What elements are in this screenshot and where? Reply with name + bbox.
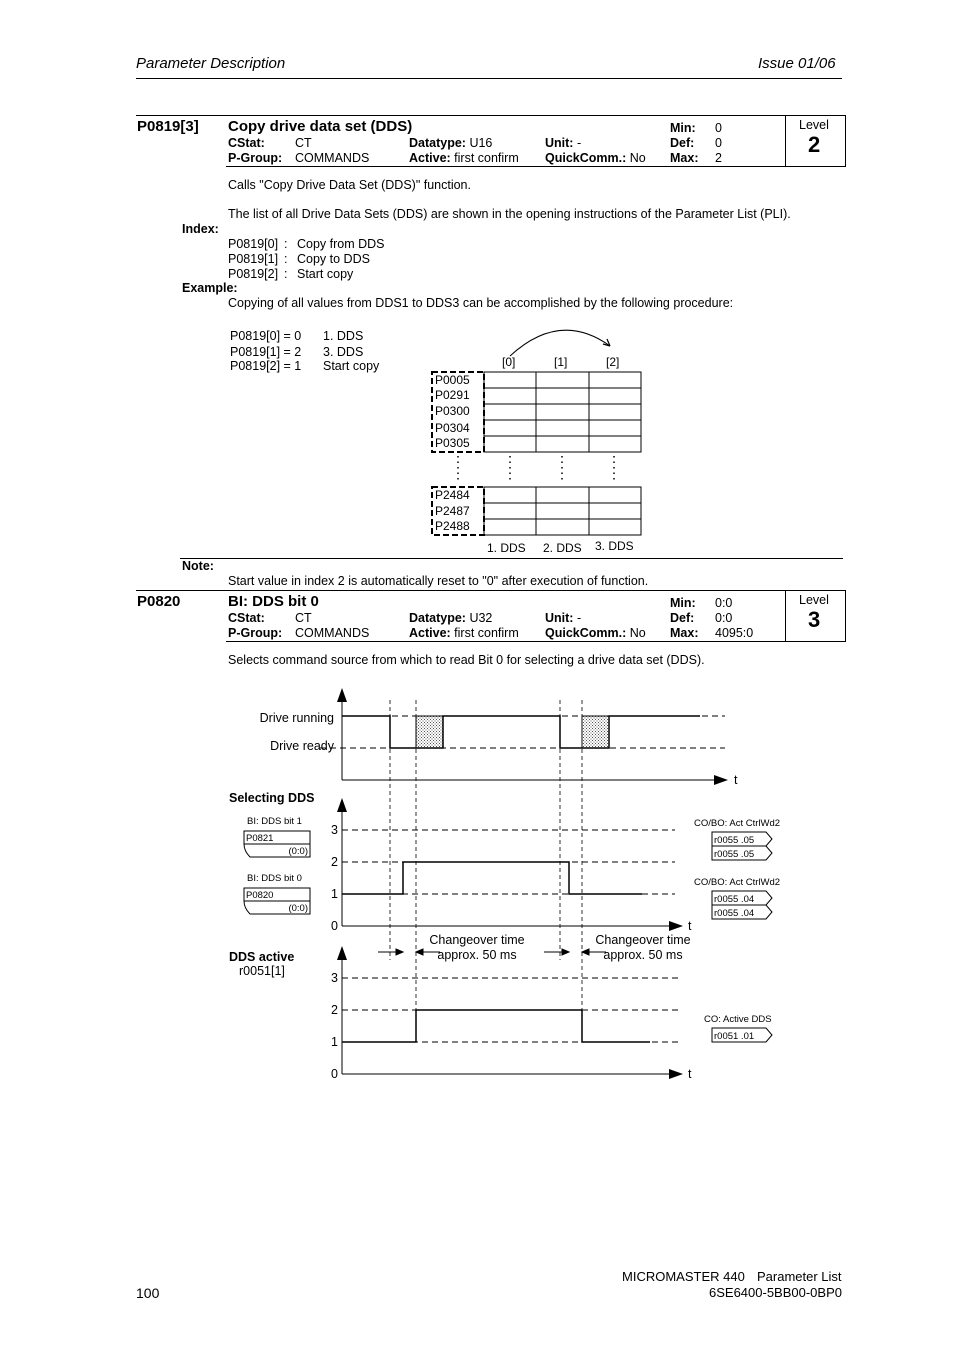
- example-param: P0819[2] = 1: [230, 359, 302, 373]
- dds-footer-label: 2. DDS: [543, 541, 582, 555]
- axis-arrow-heads: [337, 688, 728, 1079]
- drive-signal: [342, 716, 700, 748]
- r0051-label: r0051[1]: [239, 964, 285, 978]
- p0820-id: P0820: [137, 593, 181, 610]
- bottom-grid: [484, 487, 641, 535]
- dds-footer-label: 3. DDS: [595, 539, 634, 553]
- p0820-top-rule: [136, 590, 846, 591]
- hatch-1: [416, 716, 443, 748]
- p0820-level-label: Level: [799, 593, 829, 607]
- p0820-active-value: first confirm: [454, 626, 519, 640]
- index-text: Copy from DDS: [297, 237, 385, 251]
- p0819-quick-value: No: [629, 151, 646, 165]
- guide-lines: [390, 700, 582, 1042]
- drive-ready-label: Drive ready: [270, 739, 334, 753]
- hatch-2: [582, 716, 609, 748]
- param-label: P2484: [435, 488, 470, 502]
- index-sep: :: [284, 237, 288, 251]
- r0055-04a-label: r0055 .04: [714, 894, 755, 905]
- p0820-min: 0:0: [715, 596, 733, 610]
- p0820-label: P0820: [246, 890, 274, 901]
- p0819-pgroup-label: P-Group:: [228, 151, 283, 165]
- level-0-label-b: 0: [331, 1067, 338, 1081]
- header-left: Parameter Description: [136, 55, 286, 72]
- example-text: 3. DDS: [323, 345, 364, 359]
- example-param: P0819[0] = 0: [230, 329, 302, 343]
- changeover-label-2: Changeover time: [595, 933, 691, 947]
- param-label: P2487: [435, 504, 470, 518]
- p0819-datatype-label: Datatype:: [409, 136, 466, 150]
- bi-bit1-label: BI: DDS bit 1: [247, 816, 302, 827]
- index-sep: :: [284, 252, 288, 266]
- index-param: P0819[1]: [228, 252, 279, 266]
- p0819-id: P0819[3]: [137, 118, 199, 135]
- t-label-3: t: [688, 1067, 692, 1081]
- co-active-dds-label: CO: Active DDS: [704, 1014, 772, 1025]
- approx-label-1: approx. 50 ms: [437, 948, 517, 962]
- p0819-desc1: Calls "Copy Drive Data Set (DDS)" function.: [228, 178, 471, 192]
- param-label: P0005: [435, 373, 470, 387]
- p0819-top-rule: [136, 115, 846, 116]
- dds-active-signal: [342, 1010, 650, 1042]
- timing-diagram: [220, 680, 780, 1090]
- col-label-1: [1]: [554, 355, 568, 369]
- p0819-desc2: The list of all Drive Data Sets (DDS) are shown in the opening instructions of the Parameter List (PLI).: [228, 207, 791, 221]
- p0821-value: (0:0): [288, 846, 308, 857]
- ellipsis-dots: [458, 456, 614, 482]
- note-rule: [180, 558, 843, 559]
- co-bo-label-1: CO/BO: Act CtrlWd2: [694, 818, 780, 829]
- p0819-cstat: CT: [295, 136, 312, 150]
- param-label: P0305: [435, 436, 470, 450]
- param-label: P0291: [435, 388, 470, 402]
- p0820-unit-value: -: [576, 611, 582, 625]
- example-param: P0819[1] = 2: [230, 345, 302, 359]
- param-label: P0304: [435, 421, 470, 435]
- chart1-dashes: [320, 716, 725, 748]
- p0819-min: 0: [715, 121, 722, 135]
- p0820-level: 3: [808, 607, 821, 632]
- p0819-quickcomm: [545, 151, 646, 165]
- p0821-label: P0821: [246, 833, 274, 844]
- footer-product: MICROMASTER 440: [622, 1269, 745, 1284]
- p0820-value: (0:0): [288, 903, 308, 914]
- r0055-04b-label: r0055 .04: [714, 908, 755, 919]
- index-param: P0819[2]: [228, 267, 279, 281]
- p0820-min-label: Min:: [670, 596, 696, 610]
- r0051-01-label: r0051 .01: [714, 1031, 755, 1042]
- p0819-max-label: Max:: [670, 151, 699, 165]
- p0820-quickcomm: [545, 626, 646, 640]
- p0819-max: 2: [715, 151, 722, 165]
- p0820-datatype-label: Datatype:: [409, 611, 466, 625]
- p0819-active: [409, 151, 519, 165]
- copy-arc: [510, 330, 610, 356]
- p0820-unit-label: Unit:: [545, 611, 574, 625]
- p0819-active-value: first confirm: [454, 151, 519, 165]
- header-rule: [136, 78, 842, 79]
- p0819-level: 2: [808, 132, 821, 157]
- p0820-cstat: CT: [295, 611, 312, 625]
- index-text: Start copy: [297, 267, 354, 281]
- t-label-2: t: [688, 919, 692, 933]
- index-sep: :: [284, 267, 288, 281]
- p0819-title: Copy drive data set (DDS): [228, 118, 413, 135]
- p0819-def-label: Def:: [670, 136, 695, 150]
- p0819-unit: [545, 136, 581, 150]
- selecting-dds-label: Selecting DDS: [229, 791, 315, 805]
- p0820-title: BI: DDS bit 0: [228, 593, 319, 610]
- p0819-datatype: [409, 136, 492, 150]
- p0820-def-label: Def:: [670, 611, 695, 625]
- note-label: Note:: [182, 559, 214, 573]
- p0820-def: 0:0: [715, 611, 733, 625]
- changeover-label-1: Changeover time: [429, 933, 525, 947]
- dds-active-label: DDS active: [229, 950, 295, 964]
- level-0-label: 0: [331, 919, 338, 933]
- level-2-label: 2: [331, 855, 338, 869]
- level-2-label-b: 2: [331, 1003, 338, 1017]
- bi-bit0-label: BI: DDS bit 0: [247, 873, 302, 884]
- example-text: Start copy: [323, 359, 380, 373]
- p0819-def: 0: [715, 136, 722, 150]
- p0819-cstat-label: CStat:: [228, 136, 265, 150]
- top-grid: [484, 372, 641, 452]
- p0819-index-label: Index:: [182, 222, 219, 236]
- level-3-label-b: 3: [331, 971, 338, 985]
- p0820-active-label: Active:: [409, 626, 451, 640]
- p0820-cstat-label: CStat:: [228, 611, 265, 625]
- p0819-bottom-rule: [226, 166, 846, 167]
- dds-table-diagram: [420, 320, 660, 560]
- p0819-min-label: Min:: [670, 121, 696, 135]
- r0055-05a-label: r0055 .05: [714, 835, 755, 846]
- param-label: P0300: [435, 404, 470, 418]
- note-text: Start value in index 2 is automatically reset to "0" after execution of function.: [228, 574, 649, 588]
- p0820-pgroup: COMMANDS: [295, 626, 370, 640]
- level-3-label: 3: [331, 823, 338, 837]
- p0819-level-label: Level: [799, 118, 829, 132]
- p0820-unit: [545, 611, 581, 625]
- page-number: 100: [136, 1285, 160, 1301]
- footer-order: 6SE6400-5BB00-0BP0: [709, 1285, 842, 1300]
- p0819-active-label: Active:: [409, 151, 451, 165]
- selecting-dds-signal: [342, 862, 642, 894]
- drive-running-label: Drive running: [259, 711, 334, 725]
- approx-label-2: approx. 50 ms: [603, 948, 683, 962]
- p0820-quick-label: QuickComm.:: [545, 626, 627, 640]
- p0820-bottom-rule: [226, 641, 846, 642]
- p0820-desc: Selects command source from which to read Bit 0 for selecting a drive data set (DDS).: [228, 653, 705, 667]
- dds-footer-label: 1. DDS: [487, 541, 526, 555]
- p0820-pgroup-label: P-Group:: [228, 626, 283, 640]
- example-text: 1. DDS: [323, 329, 364, 343]
- p0819-unit-value: -: [576, 136, 582, 150]
- col-label-0: [0]: [502, 355, 516, 369]
- p0819-datatype-value: U16: [469, 136, 493, 150]
- index-param: P0819[0]: [228, 237, 279, 251]
- p0820-max-label: Max:: [670, 626, 699, 640]
- p0820-datatype: [409, 611, 492, 625]
- index-text: Copy to DDS: [297, 252, 370, 266]
- p0819-pgroup: COMMANDS: [295, 151, 370, 165]
- p0820-active: [409, 626, 519, 640]
- t-label-1: t: [734, 773, 738, 787]
- p0820-max: 4095:0: [715, 626, 754, 640]
- col-label-2: [2]: [606, 355, 620, 369]
- p0820-datatype-value: U32: [469, 611, 493, 625]
- p0820-quick-value: No: [629, 626, 646, 640]
- param-label: P2488: [435, 519, 470, 533]
- co-bo-label-2: CO/BO: Act CtrlWd2: [694, 877, 780, 888]
- p0819-example-label: Example:: [182, 281, 238, 295]
- level-1-label: 1: [331, 887, 338, 901]
- header-right: Issue 01/06: [758, 55, 836, 72]
- p0819-unit-label: Unit:: [545, 136, 574, 150]
- footer-doc: Parameter List: [757, 1269, 842, 1284]
- level-1-label-b: 1: [331, 1035, 338, 1049]
- co-connectors: [712, 832, 772, 1042]
- p0819-quick-label: QuickComm.:: [545, 151, 627, 165]
- p0819-example-text: Copying of all values from DDS1 to DDS3 can be accomplished by the following procedure:: [228, 296, 734, 310]
- r0055-05b-label: r0055 .05: [714, 849, 755, 860]
